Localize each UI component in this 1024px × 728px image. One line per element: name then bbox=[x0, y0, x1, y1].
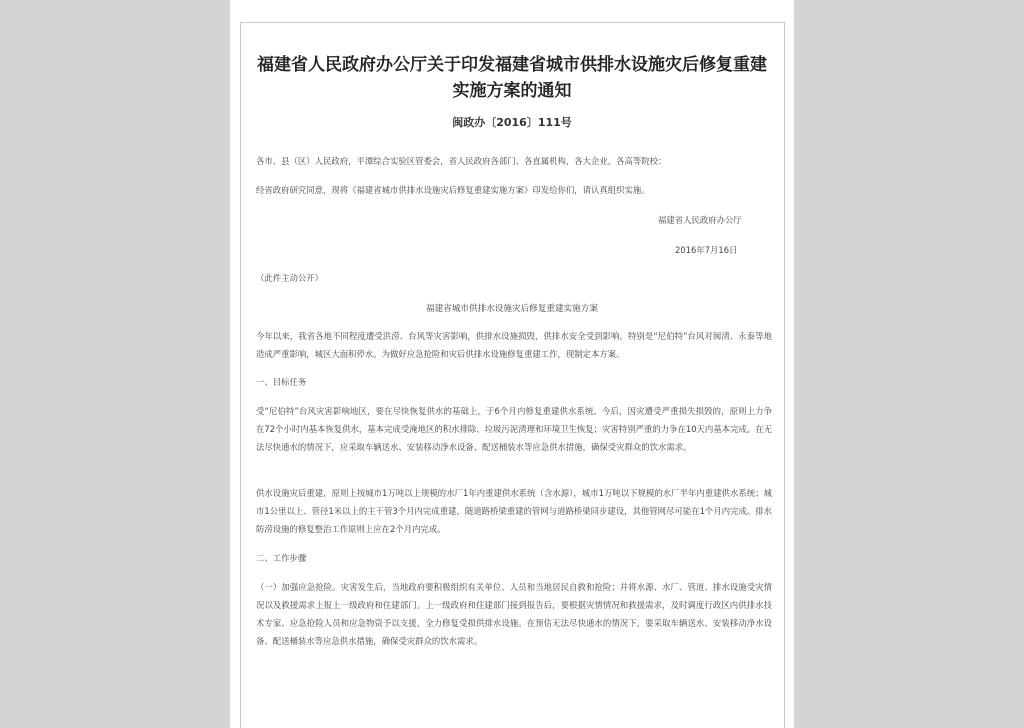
section1-paragraph-1: 受“尼伯特”台风灾害影响地区，要在尽快恢复供水的基础上，于6个月内修复重建供水系统。今后，因灾遭受严重损失损毁的，原则上力争在72个小时内基本恢复供水，基本完成受淹地区的积水排除、垃圾污泥清理和环境卫生恢复；灾害特别严重的力争在10天内基本完成。在无法尽快通水的情况下，应采取车辆送水、安装移动净水设备、配送桶装水等应急供水措施，确保受灾群众的饮水需求。 bbox=[256, 406, 772, 452]
section2-heading: 二、工作步骤 bbox=[256, 553, 307, 563]
intro-paragraph: 经省政府研究同意，现将《福建省城市供排水设施灾后修复重建实施方案》印发给你们，请认真组织实施。 bbox=[256, 185, 650, 195]
document-title: 福建省人民政府办公厅关于印发福建省城市供排水设施灾后修复重建实施方案的通知 bbox=[257, 55, 767, 101]
issuer-signature: 福建省人民政府办公厅 bbox=[658, 215, 742, 225]
section2-paragraph-1: （一）加强应急抢险。灾害发生后，当地政府要积极组织有关单位、人员和当地居民自救和抢险；并将水源、水厂、管道、排水设施受灾情况以及救援需求上报上一级政府和住建部门。上一级政府和住建部门接到报告后，要根据灾情情况和救援需求，及时调度行政区内供排水技术专家、应急抢险人员和应急物资予以支援，全力修复受损供排水设施。在预估无法尽快通水的情况下，要采取车辆送水、安装移动净水设备、配送桶装水等应急供水措施，确保受灾群众的饮水需求。 bbox=[256, 582, 772, 646]
disclosure-note: （此件主动公开） bbox=[256, 273, 323, 283]
preface-paragraph: 今年以来，我省各地不同程度遭受洪涝、台风等灾害影响，供排水设施损毁，供排水安全受到影响。特别是“尼伯特”台风对闽清、永泰等地造成严重影响，城区大面积停水。为做好应急抢险和灾后供排水设施修复重建工作，现制定本方案。 bbox=[256, 331, 772, 359]
document-number: 闽政办〔2016〕111号 bbox=[452, 116, 572, 129]
recipients-line: 各市、县（区）人民政府，平潭综合实验区管委会，省人民政府各部门、各直属机构，各大企业，各高等院校： bbox=[256, 156, 667, 166]
issue-date: 2016年7月16日 bbox=[675, 245, 738, 255]
section1-paragraph-2: 供水设施灾后重建，原则上按城市1万吨以上规模的水厂1年内重建供水系统（含水源），城市1万吨以下规模的水厂半年内重建供水系统；城市1公里以上、管径1米以上的主干管3个月内完成重建，随道路桥梁重建的管网与道路桥梁同步建设，其他管网尽可能在1个月内完成。排水防涝设施的修复整治工作原则上应在2个月内完成。 bbox=[256, 488, 772, 534]
plan-title: 福建省城市供排水设施灾后修复重建实施方案 bbox=[426, 304, 598, 314]
section1-heading: 一、目标任务 bbox=[256, 377, 307, 387]
document-page bbox=[230, 0, 794, 728]
